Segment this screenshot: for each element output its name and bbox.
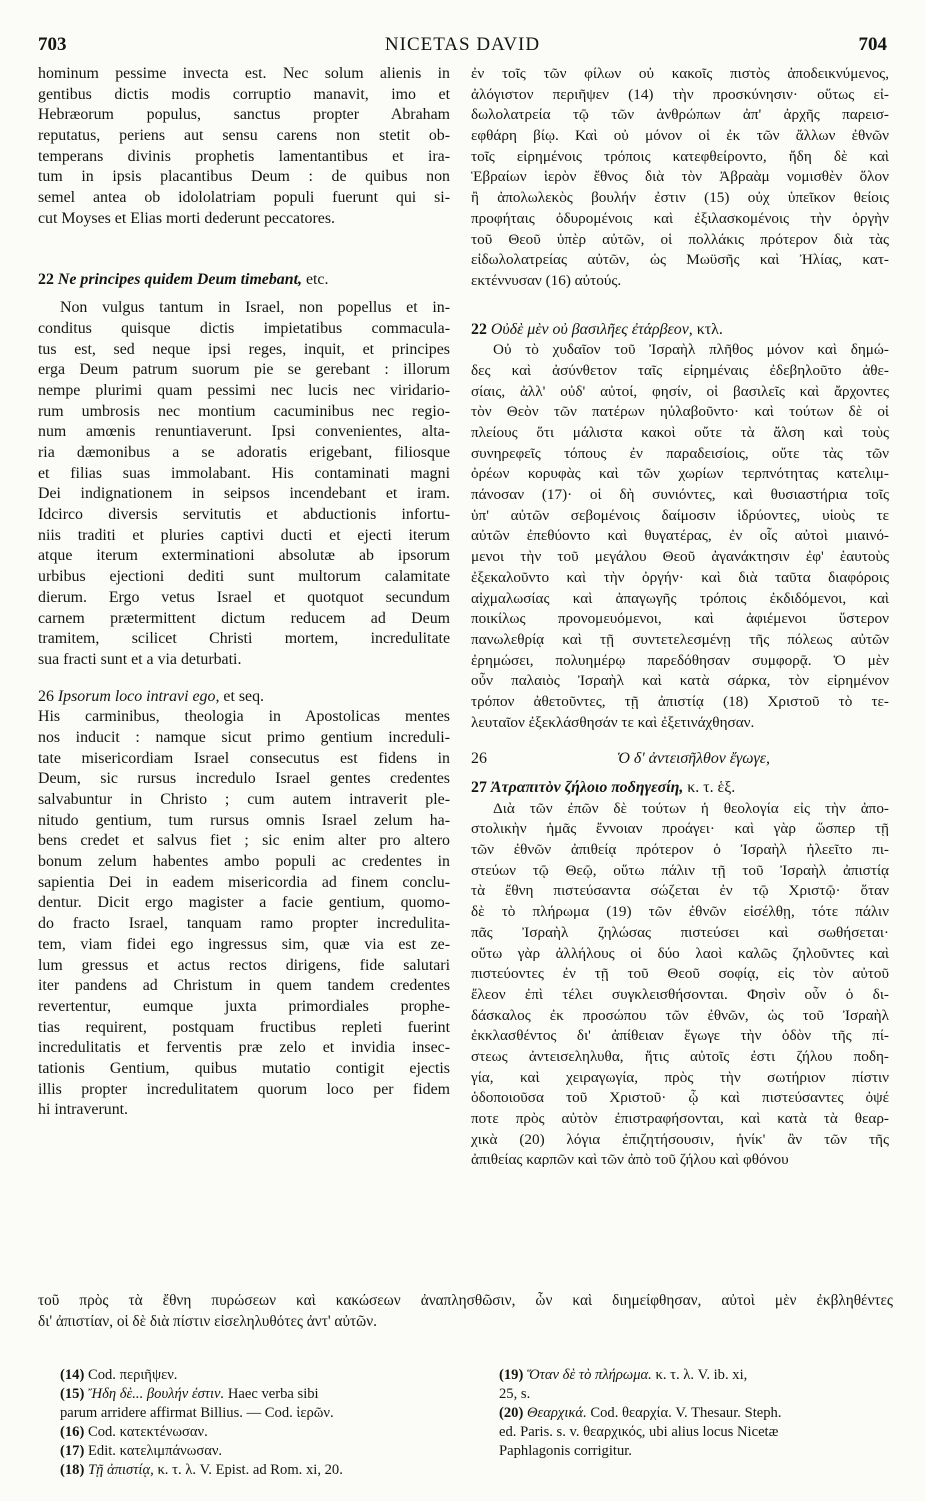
text-line: πιστεύοντες ἐν τῇ τοῦ Θεοῦ σοφίᾳ, εἰς τὸν αὐτοῦ — [471, 965, 889, 983]
latin-paragraph-3 — [38, 707, 450, 1121]
text-line: πανωλεθρίᾳ καὶ τῇ συντετελεσμένῃ τῆς πόλεως αὐτῶν — [471, 630, 889, 648]
text-line: rum umbrosis nec montium cacuminibus nec regio- — [38, 402, 450, 420]
text-line: Deum, sic rursus incredulo Israel gentes credentes — [38, 770, 450, 788]
text-line: hi intraverunt. — [38, 1101, 129, 1119]
text-line: incredulitatis et ferventis præ zelo et invidia insec- — [38, 1039, 450, 1057]
text-line: δωλολατρεία τῷ τῶν ἀνθρώπων ἀπ' ἀρχῆς παρεισ- — [471, 106, 889, 124]
text-line: nempe plurimi quam pessimi nec lucis nec viridario- — [38, 381, 450, 399]
text-line: temperans divinis prophetis lamentantibus et ira- — [38, 147, 450, 165]
footnote-text: Cod. θεαρχία. V. Thesaur. Steph. — [586, 1405, 782, 1421]
greek-paragraph-3 — [471, 799, 889, 1171]
text-line: δες καὶ ἀσύνθετον ταῖς εἰρημέναις ἐδεβηλοῦτο ἀθε- — [471, 361, 889, 379]
footnote-line — [60, 1404, 460, 1423]
text-line: ποικίλως προνομευόμενοι, καὶ ἀφιέμενοι ὕστερον — [471, 610, 889, 628]
text-line: τοῖς εἰρημένοις τρόποις κατεφθείροντο, ἤδη δὲ καὶ — [471, 147, 889, 165]
text-line: Οὐ τὸ χυδαῖον τοῦ Ἰσραὴλ πλῆθος μόνον καὶ δημώ- — [493, 341, 889, 359]
footnote-line — [499, 1385, 894, 1404]
text-line: reputatus, periens aut sensu carens non stetit ob- — [38, 127, 450, 145]
text-line: do fracto Israel, tanquam ramo propter incredulita- — [38, 915, 450, 933]
text-line: ποτε πρὸς αὐτὸν ἐπιστραφήσονται, καὶ κατὰ τὰ θεαρ- — [471, 1110, 889, 1127]
text-line: στολικὴν ἡμᾶς ἔννοιαν προάγει· καὶ γὰρ ὥσπερ τῇ — [471, 820, 889, 838]
greek-heading-26: 26 Ὁ δ' ἀντεισῆλθον ἔγωγε, — [471, 750, 771, 768]
text-line: urbibus ejectioni dediti sunt multorum calamitate — [38, 568, 450, 586]
text-line: Ἑβραίων ἱερὸν ἔθνος διὰ τὸν Ἀβραὰμ νομισθὲν ὅλον — [471, 168, 889, 186]
text-line: πάνοσαν (17)· οἱ δὴ συνιόντες, καὶ θυσιαστήρια τοῖς — [471, 486, 889, 504]
text-line: λευταῖον ἐξεκλάσθησάν τε καὶ ἐξετινάχθησαν. — [471, 713, 755, 731]
footnote-text: Paphlagonis corrigitur. — [499, 1443, 632, 1459]
text-line: ria dæmonibus a se adoratis erigebant, filiosque — [38, 444, 450, 461]
text-line: salvabuntur in Christo ; cum autem intraverit ple- — [38, 791, 450, 808]
text-line: εκτέννυσαν (16) αὐτούς. — [471, 271, 622, 289]
text-line: ἀλόγιστον περιῆψεν (14) τὴν προσκύνησιν· οὕτως εἰ- — [471, 85, 889, 103]
footnote-line — [60, 1366, 460, 1385]
footnote-number: (14) — [60, 1367, 85, 1383]
text-line: tem, viam fidei ego ingressus sim, quæ via est ze- — [38, 935, 450, 953]
text-line: tias requirent, postquam fructibus repleti fuerint — [38, 1018, 450, 1036]
text-line: ἐξεκαλοῦντο καὶ τὴν ὀργήν· καὶ διὰ ταῦτα διαφόροις — [471, 568, 889, 586]
text-line: His carminibus, theologia in Apostolicas mentes — [38, 708, 450, 726]
footnote-text: Haec verba sibi — [224, 1386, 319, 1402]
text-line: γία, καὶ χειραγωγία, πρὸς τὴν σωτήριον πίστιν — [471, 1068, 889, 1086]
text-line: ἐκκλασθέντος δι' ἀπίθειαν ἔγωγε τὴν ὁδὸν τῆς πί- — [471, 1027, 889, 1045]
page-number-right: 704 — [858, 34, 887, 55]
text-line: Non vulgus tantum in Israel, non popellus et in- — [60, 299, 450, 317]
text-line: iter pandens ad Christum in quem tandem credentes — [38, 977, 450, 995]
footnote-line — [499, 1366, 894, 1385]
text-line: num amœnis renuntiaverunt. Ipsi convenientes, alta- — [38, 423, 450, 441]
text-line: αὐτῶν ἐπεθύοντο καὶ θυγατέρας, ἐν οἷς αὐτοὶ μιαινό- — [471, 527, 889, 545]
running-header — [38, 34, 887, 56]
text-line: τῶν ἐθνῶν ἀπιθείᾳ πρότερον ὁ Ἰσραὴλ ἠλεεῖτο πι- — [471, 841, 889, 859]
text-line: στεως ἀντεισεληλυθα, ἥτις αὐτοῖς ἐστι ζήλου ποδη- — [471, 1047, 889, 1065]
footnote-text: κ. τ. λ. V. ib. xi, — [651, 1367, 748, 1383]
greek-heading-22: 22 Οὐδὲ μὲν οὐ βασιλῆες ἐτάρβεον, κτλ. — [471, 320, 723, 338]
text-line: δι' ἀπιστίαν, οἱ δὲ διὰ πίστιν εἰσεληλυθότες ἀντ' αὐτῶν. — [38, 1312, 377, 1330]
text-line: lum gressus et actus rectos dirigens, fide salutari — [38, 956, 450, 974]
text-line: tus est, sed neque ipsi reges, inquit, et principes — [38, 340, 450, 358]
footnote-text: ed. Paris. s. v. θεαρχικός, ubi alius locus Nicetæ — [499, 1424, 779, 1440]
text-line: tate misericordiam Israel consecutus est fidens in — [38, 749, 450, 767]
text-line: sua fracti sunt et a via deturbati. — [38, 650, 242, 668]
latin-paragraph-2 — [38, 298, 450, 670]
text-line: αἰχμαλωσίας καὶ ἀπαγωγῆς τρόποις ἐκδιδόμενοι, καὶ — [471, 589, 889, 607]
latin-heading-22: 22 Ne principes quidem Deum timebant, etc. — [38, 270, 329, 288]
text-line: atque iterum exterminationi absolutæ ab ipsorum — [38, 547, 450, 565]
text-line: Idcirco diversis servitutis et abductionis infortu- — [38, 506, 450, 524]
text-line: στεύων τῷ Θεῷ, οὕτω πάλιν τῇ τοῦ Ἰσραὴλ ἀπιστίᾳ — [471, 861, 889, 879]
footnote-lemma: Θεαρχικά. — [523, 1405, 587, 1421]
latin-heading-26: 26 Ipsorum loco intravi ego, et seq. — [38, 687, 264, 705]
footnote-line — [60, 1461, 460, 1480]
text-line: οὕτω γὰρ ἀλλήλους οἱ δύο λαοὶ καλῶς ζηλοῦντες καὶ — [471, 944, 889, 962]
footnote-text: Edit. κατελιμπάνωσαν. — [84, 1443, 223, 1459]
footnote-line — [60, 1442, 460, 1461]
footnote-number: (15) — [60, 1386, 85, 1402]
footnote-text: 25, s. — [499, 1386, 531, 1402]
text-line: cut Moyses et Elias morti dederunt peccatores. — [38, 209, 335, 227]
text-line: χικὰ (20) λόγια ἐπιζητήσουσιν, ἡνίκ' ἂν τῶν τῆς — [471, 1130, 889, 1148]
text-line: niis traditi et pluries captivi ducti et ejecti iterum — [38, 526, 450, 544]
text-line: bens credet et salvus fiet ; sic enim alter pro altero — [38, 832, 450, 850]
text-line: Dei indignationem in seipsos incendebant et iram. — [38, 485, 450, 503]
footnote-text: κ. τ. λ. V. Epist. ad Rom. xi, 20. — [153, 1462, 343, 1478]
text-line: συνηρεφεῖς τόπους ἐν παραδεισίοις, οὔτε τὰς τῶν — [471, 444, 889, 462]
text-line: ἐρημώσει, πολυημέρῳ παρεδόθησαν συμφορᾷ. Ὁ μὲν — [471, 651, 889, 669]
text-line: τοῦ Θεοῦ ὑπὲρ αὐτῶν, οἱ πολλάκις πρότερον διὰ τὰς — [471, 230, 889, 248]
text-line: hominum pessime invecta est. Nec solum alienis in — [38, 65, 450, 82]
text-line: ὑπ' αὐτῶν σεβομένοις δαίμοσιν ἱδρύοντες, υἱοὺς τε — [471, 506, 889, 524]
text-line: ὀρέων κορυφὰς καὶ τῶν χωρίων τερπνότητας κατελιμ- — [471, 465, 889, 483]
latin-column — [38, 64, 450, 1121]
text-line: bonum zelum habentes ambo populi ac credentes in — [38, 853, 450, 871]
text-line: tum in ipsis placantibus Deum : de quibus non — [38, 168, 450, 186]
text-line: Hebræorum populus, sanctus propter Abraham — [38, 106, 450, 124]
text-line: τρόπον ἀθετοῦντες, τῇ ἀπιστίᾳ (18) Χριστοῦ τὸ τε- — [471, 692, 889, 710]
footnote-number: (19) — [499, 1367, 524, 1383]
text-line: gentibus dictis modis corruptio manavit, imo et — [38, 85, 450, 103]
greek-column — [471, 64, 889, 1171]
greek-heading-27: 27 Ἀτραπιτὸν ζήλοιο ποδηγεσίη, κ. τ. ἑξ. — [471, 779, 736, 796]
text-line: tramitem, scilicet Christi mortem, incredulitate — [38, 630, 450, 648]
text-line: carnem prætermittent dictum reducem ad Deum — [38, 609, 450, 627]
text-line: erga Deum patrum suorum pie se gerebant : illorum — [38, 361, 450, 379]
text-line: δάσκαλος ἐκ προσώπου τῶν ἐθνῶν, ὡς τοῦ Ἰσραὴλ — [471, 1006, 889, 1024]
text-line: dierum. Ergo vetus Israel et quotquot secundum — [38, 588, 450, 606]
text-line: δὲ τὸ πλήρωμα (19) τῶν ἐθνῶν εἰσέλθῃ, τότε πάλιν — [471, 903, 889, 921]
text-line: illis propter incredulitatem quorum loco per fidem — [38, 1080, 450, 1098]
text-line: nos inducit : namque sicut primo gentium increduli- — [38, 728, 450, 746]
footnote-text: Cod. κατεκτένωσαν. — [84, 1424, 208, 1440]
greek-paragraph-2 — [471, 340, 889, 733]
text-line: revertentur, eumque juxta primordiales prophe- — [38, 997, 450, 1015]
text-line: τὰ ἔθνη πιστεύσαντα σώζεται ἐν τῷ Χριστῷ· ὅταν — [471, 882, 889, 900]
greek-paragraph-1 — [471, 64, 889, 292]
full-width-continuation — [38, 1291, 893, 1332]
latin-paragraph-1 — [38, 64, 450, 230]
text-line: οὖν παλαιὸς Ἰσραὴλ καὶ κατὰ σάρκα, τὸν εἰρημένον — [471, 672, 889, 690]
page-number-left: 703 — [38, 34, 67, 55]
text-line: Διὰ τῶν ἐπῶν δὲ τούτων ἡ θεολογία εἰς τὴν ἀπο- — [493, 799, 889, 817]
text-line: εφθάρη βίῳ. Καὶ οὐ μόνον οἱ ἐκ τῶν ἄλλων ἐθνῶν — [471, 127, 889, 145]
text-line: tationis Gentium, quibus mutatio contigit ejectis — [38, 1059, 450, 1077]
text-line: πλείους ὅτι μάλιστα κακοὶ οὔτε τὰ ἄλση καὶ τοὺς — [471, 424, 889, 441]
footnote-lemma: Ἤδη δὲ... βουλήν ἐστιν. — [84, 1386, 225, 1402]
text-line: τοῦ πρὸς τὰ ἔθνη πυρώσεων καὶ κακώσεων ἀναπλησθῶσιν, ὧν καὶ διημείφθησαν, αὐτοὶ μὲν ἐκβληθέντες — [38, 1292, 893, 1309]
text-line: dentur. Dicit ergo magister a facie gentium, quomo- — [38, 894, 450, 912]
text-line: προφήταις ὀδυρομένοις καὶ ἐξιλασκομένοις τὴν ὀργὴν — [471, 209, 889, 227]
footnotes-right — [499, 1366, 894, 1461]
footnotes-left — [60, 1366, 460, 1480]
footnote-number: (17) — [60, 1443, 85, 1459]
text-line: conditus quisque dictis impietatibus commacula- — [38, 319, 450, 337]
text-line: semel antea ob idololatriam populi fuerunt qui si- — [38, 189, 450, 207]
footnote-line — [499, 1442, 894, 1461]
text-line: ἀπιθείας καρπῶν καὶ τῶν ἀπὸ τοῦ ζήλου καὶ φθόνου — [471, 1151, 789, 1169]
text-line: ἢ ἀπολωλεκὸς βουλήν ἐστιν (15) οὐχ ὑπεῖκον θείοις — [471, 189, 889, 207]
footnote-line — [60, 1385, 460, 1404]
footnote-line — [499, 1404, 894, 1423]
footnote-line — [499, 1423, 894, 1442]
text-line: et filias suas immolabant. His contaminati magni — [38, 464, 450, 482]
footnote-lemma: Τῇ ἀπιστίᾳ, — [84, 1462, 154, 1478]
footnote-text: Cod. περιῆψεν. — [84, 1367, 178, 1383]
footnote-number: (20) — [499, 1405, 524, 1421]
footnote-lemma: Ὅταν δὲ τὸ πλήρωμα. — [523, 1367, 652, 1383]
running-title: NICETAS DAVID — [384, 34, 541, 55]
text-line: nitudo gentium, tum rursus omnis Israel zelum ha- — [38, 811, 450, 829]
text-line: τὸν Θεὸν τῶν πατέρων ηὐλαβοῦντο· καὶ τούτων δὲ οἱ — [471, 403, 889, 421]
text-line: πᾶς Ἰσραὴλ ζηλώσας πιστεύσει καὶ σωθήσεται· — [471, 923, 889, 941]
text-line: μενοι τὴν τοῦ μεγάλου Θεοῦ ἀγανάκτησιν ἐφ' ἑαυτοὺς — [471, 548, 889, 566]
footnote-line — [60, 1423, 460, 1442]
footnote-number: (16) — [60, 1424, 85, 1440]
text-line: sapientia Dei in eadem misericordia ad finem conclu- — [38, 873, 450, 891]
text-line: ἐν τοῖς τῶν φίλων οὐ κακοῖς πιστὸς ἀποδεικνύμενος, — [471, 65, 889, 82]
footnote-number: (18) — [60, 1462, 85, 1478]
text-line: ἔλεον ἐπὶ τέλει συγκλεισθήσονται. Φησὶν οὖν ὁ δι- — [471, 985, 889, 1003]
footnote-text: parum arridere affirmat Billius. — Cod. ἱερῶν. — [60, 1405, 334, 1421]
text-line: ὁδοποιοῦσα τοῦ Χριστοῦ· ᾧ καὶ πιστεύσαντες ὀψέ — [471, 1089, 889, 1107]
text-line: σίαις, ἀλλ' οὐδ' αὐτοί, φησίν, οἱ βασιλεῖς καὶ ἄρχοντες — [471, 382, 889, 400]
text-line: εἰδωλολατρείας αὐτῶν, ὡς Μωϋσῆς καὶ Ἠλίας, κατ- — [471, 251, 889, 269]
